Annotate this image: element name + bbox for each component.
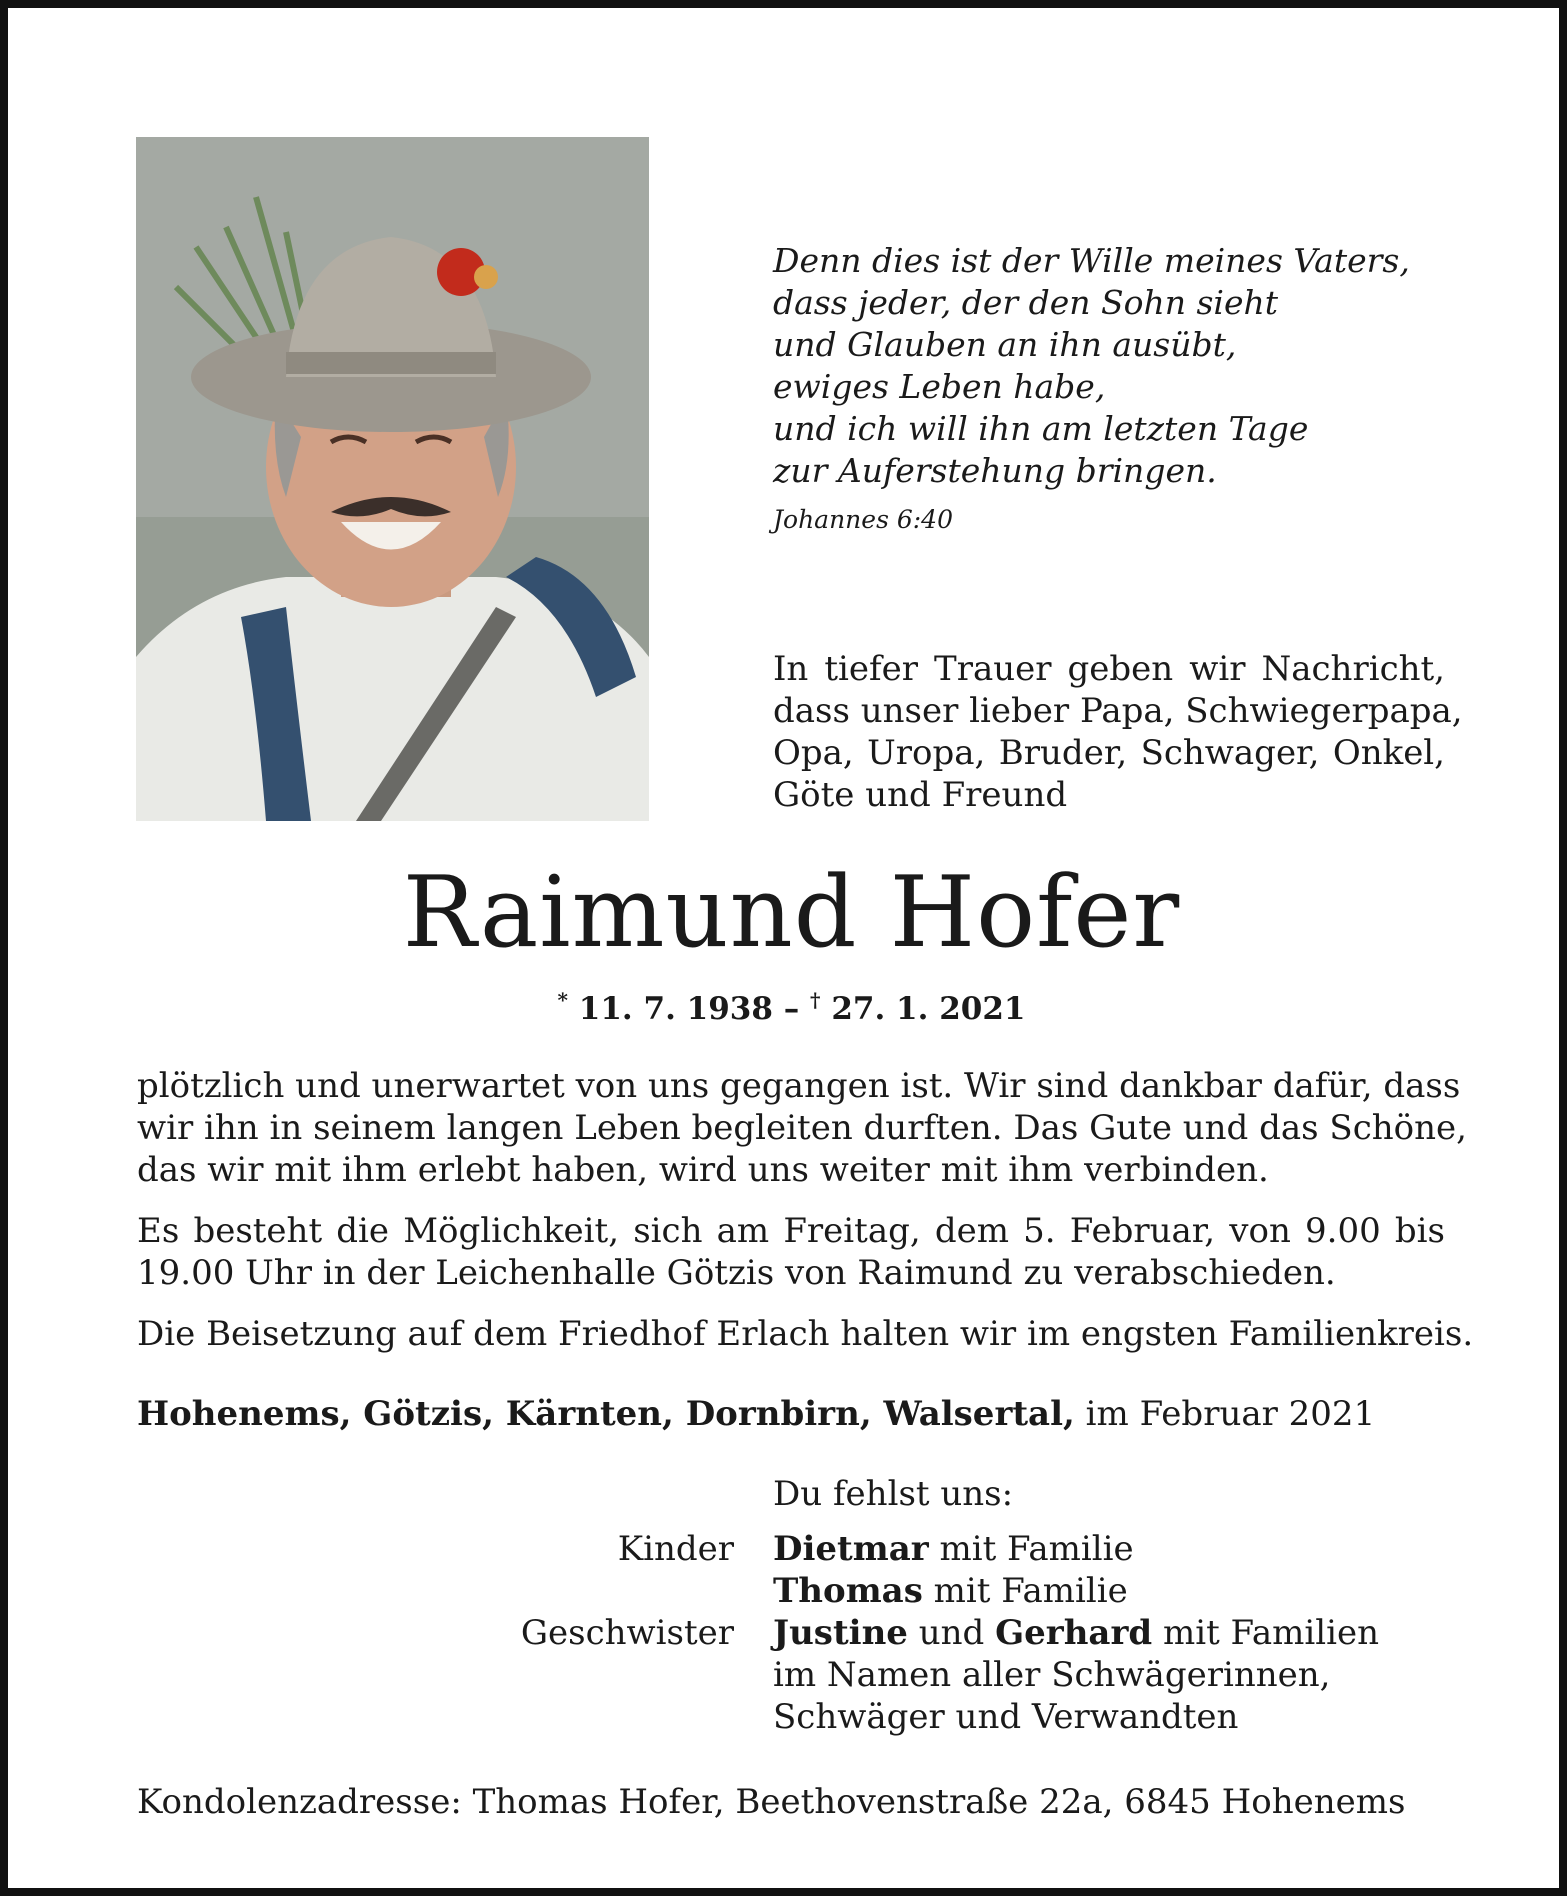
family-line-siblings — [773, 1613, 1379, 1653]
family-extra-line: im Namen aller Schwägerinnen, — [773, 1655, 1331, 1695]
paragraph-line: Es besteht die Möglichkeit, sich am Freitag, dem 5. Februar, von 9.00 bis — [137, 1211, 1445, 1251]
verse-line: Denn dies ist der Wille meines Vaters, — [773, 241, 1410, 280]
deceased-name: Raimund Hofer — [402, 856, 1181, 970]
paragraph-line: Die Beisetzung auf dem Friedhof Erlach halten wir im engsten Familienkreis. — [137, 1314, 1474, 1354]
child-name: Thomas — [773, 1571, 923, 1611]
paragraph-line: wir ihn in seinem langen Leben begleiten durften. Das Gute und das Schöne, — [137, 1108, 1467, 1148]
bible-verse — [773, 240, 1473, 492]
death-date: 27. 1. 2021 — [831, 991, 1026, 1027]
verse-line: ewiges Leben habe, — [773, 367, 1106, 406]
verse-line: zur Auferstehung bringen. — [773, 451, 1217, 490]
place-date: im Februar 2021 — [1074, 1394, 1376, 1434]
siblings-label: Geschwister — [520, 1613, 734, 1653]
family-intro: Du fehlst uns: — [773, 1474, 1014, 1514]
sibling-name: Gerhard — [995, 1613, 1153, 1653]
intro-line: dass unser lieber Papa, Schwiegerpapa, — [773, 691, 1463, 731]
paragraph-line: 19.00 Uhr in der Leichenhalle Götzis von Raimund zu verabschieden. — [137, 1253, 1336, 1293]
family-suffix: mit Familie — [922, 1571, 1128, 1611]
birth-symbol: * — [557, 988, 568, 1012]
date-separator: – — [783, 991, 800, 1027]
verse-line: dass jeder, der den Sohn sieht — [773, 283, 1279, 322]
child-name: Dietmar — [773, 1529, 929, 1569]
intro-line: In tiefer Trauer geben wir Nachricht, — [773, 649, 1445, 689]
sibling-name: Justine — [773, 1613, 908, 1653]
family-line-child2 — [773, 1571, 1128, 1611]
intro-line: Opa, Uropa, Bruder, Schwager, Onkel, — [773, 733, 1445, 773]
portrait-illustration — [136, 137, 649, 821]
verse-line: und ich will ihn am letzten Tage — [773, 409, 1309, 448]
intro-line: Göte und Freund — [773, 775, 1068, 815]
verse-reference: Johannes 6:40 — [773, 505, 953, 534]
paragraph-burial — [137, 1313, 1474, 1355]
life-dates — [8, 988, 1567, 1027]
places-list: Hohenems, Götzis, Kärnten, Dornbirn, Walsertal, — [137, 1394, 1075, 1434]
family-suffix: mit Familien — [1152, 1613, 1379, 1653]
announcement-intro — [773, 648, 1463, 816]
paragraph-line: das wir mit ihm erlebt haben, wird uns weiter mit ihm verbinden. — [137, 1150, 1269, 1190]
verse-line: und Glauben an ihn ausübt, — [773, 325, 1237, 364]
family-suffix: mit Familie — [928, 1529, 1134, 1569]
paragraph-farewell — [137, 1210, 1445, 1294]
family-extra-line: Schwäger und Verwandten — [773, 1697, 1239, 1737]
portrait-photo — [136, 137, 649, 821]
birth-date: 11. 7. 1938 — [578, 991, 773, 1027]
family-line-child1 — [773, 1529, 1134, 1569]
condolence-address: Kondolenzadresse: Thomas Hofer, Beethovenstraße 22a, 6845 Hohenems — [137, 1782, 1406, 1822]
sibling-connector: und — [907, 1613, 996, 1653]
children-label: Kinder — [617, 1529, 734, 1569]
paragraph-passing — [137, 1065, 1467, 1191]
places-and-date — [137, 1393, 1457, 1435]
paragraph-line: plötzlich und unerwartet von uns gegangen ist. Wir sind dankbar dafür, dass — [137, 1066, 1461, 1106]
death-symbol: † — [810, 988, 821, 1012]
